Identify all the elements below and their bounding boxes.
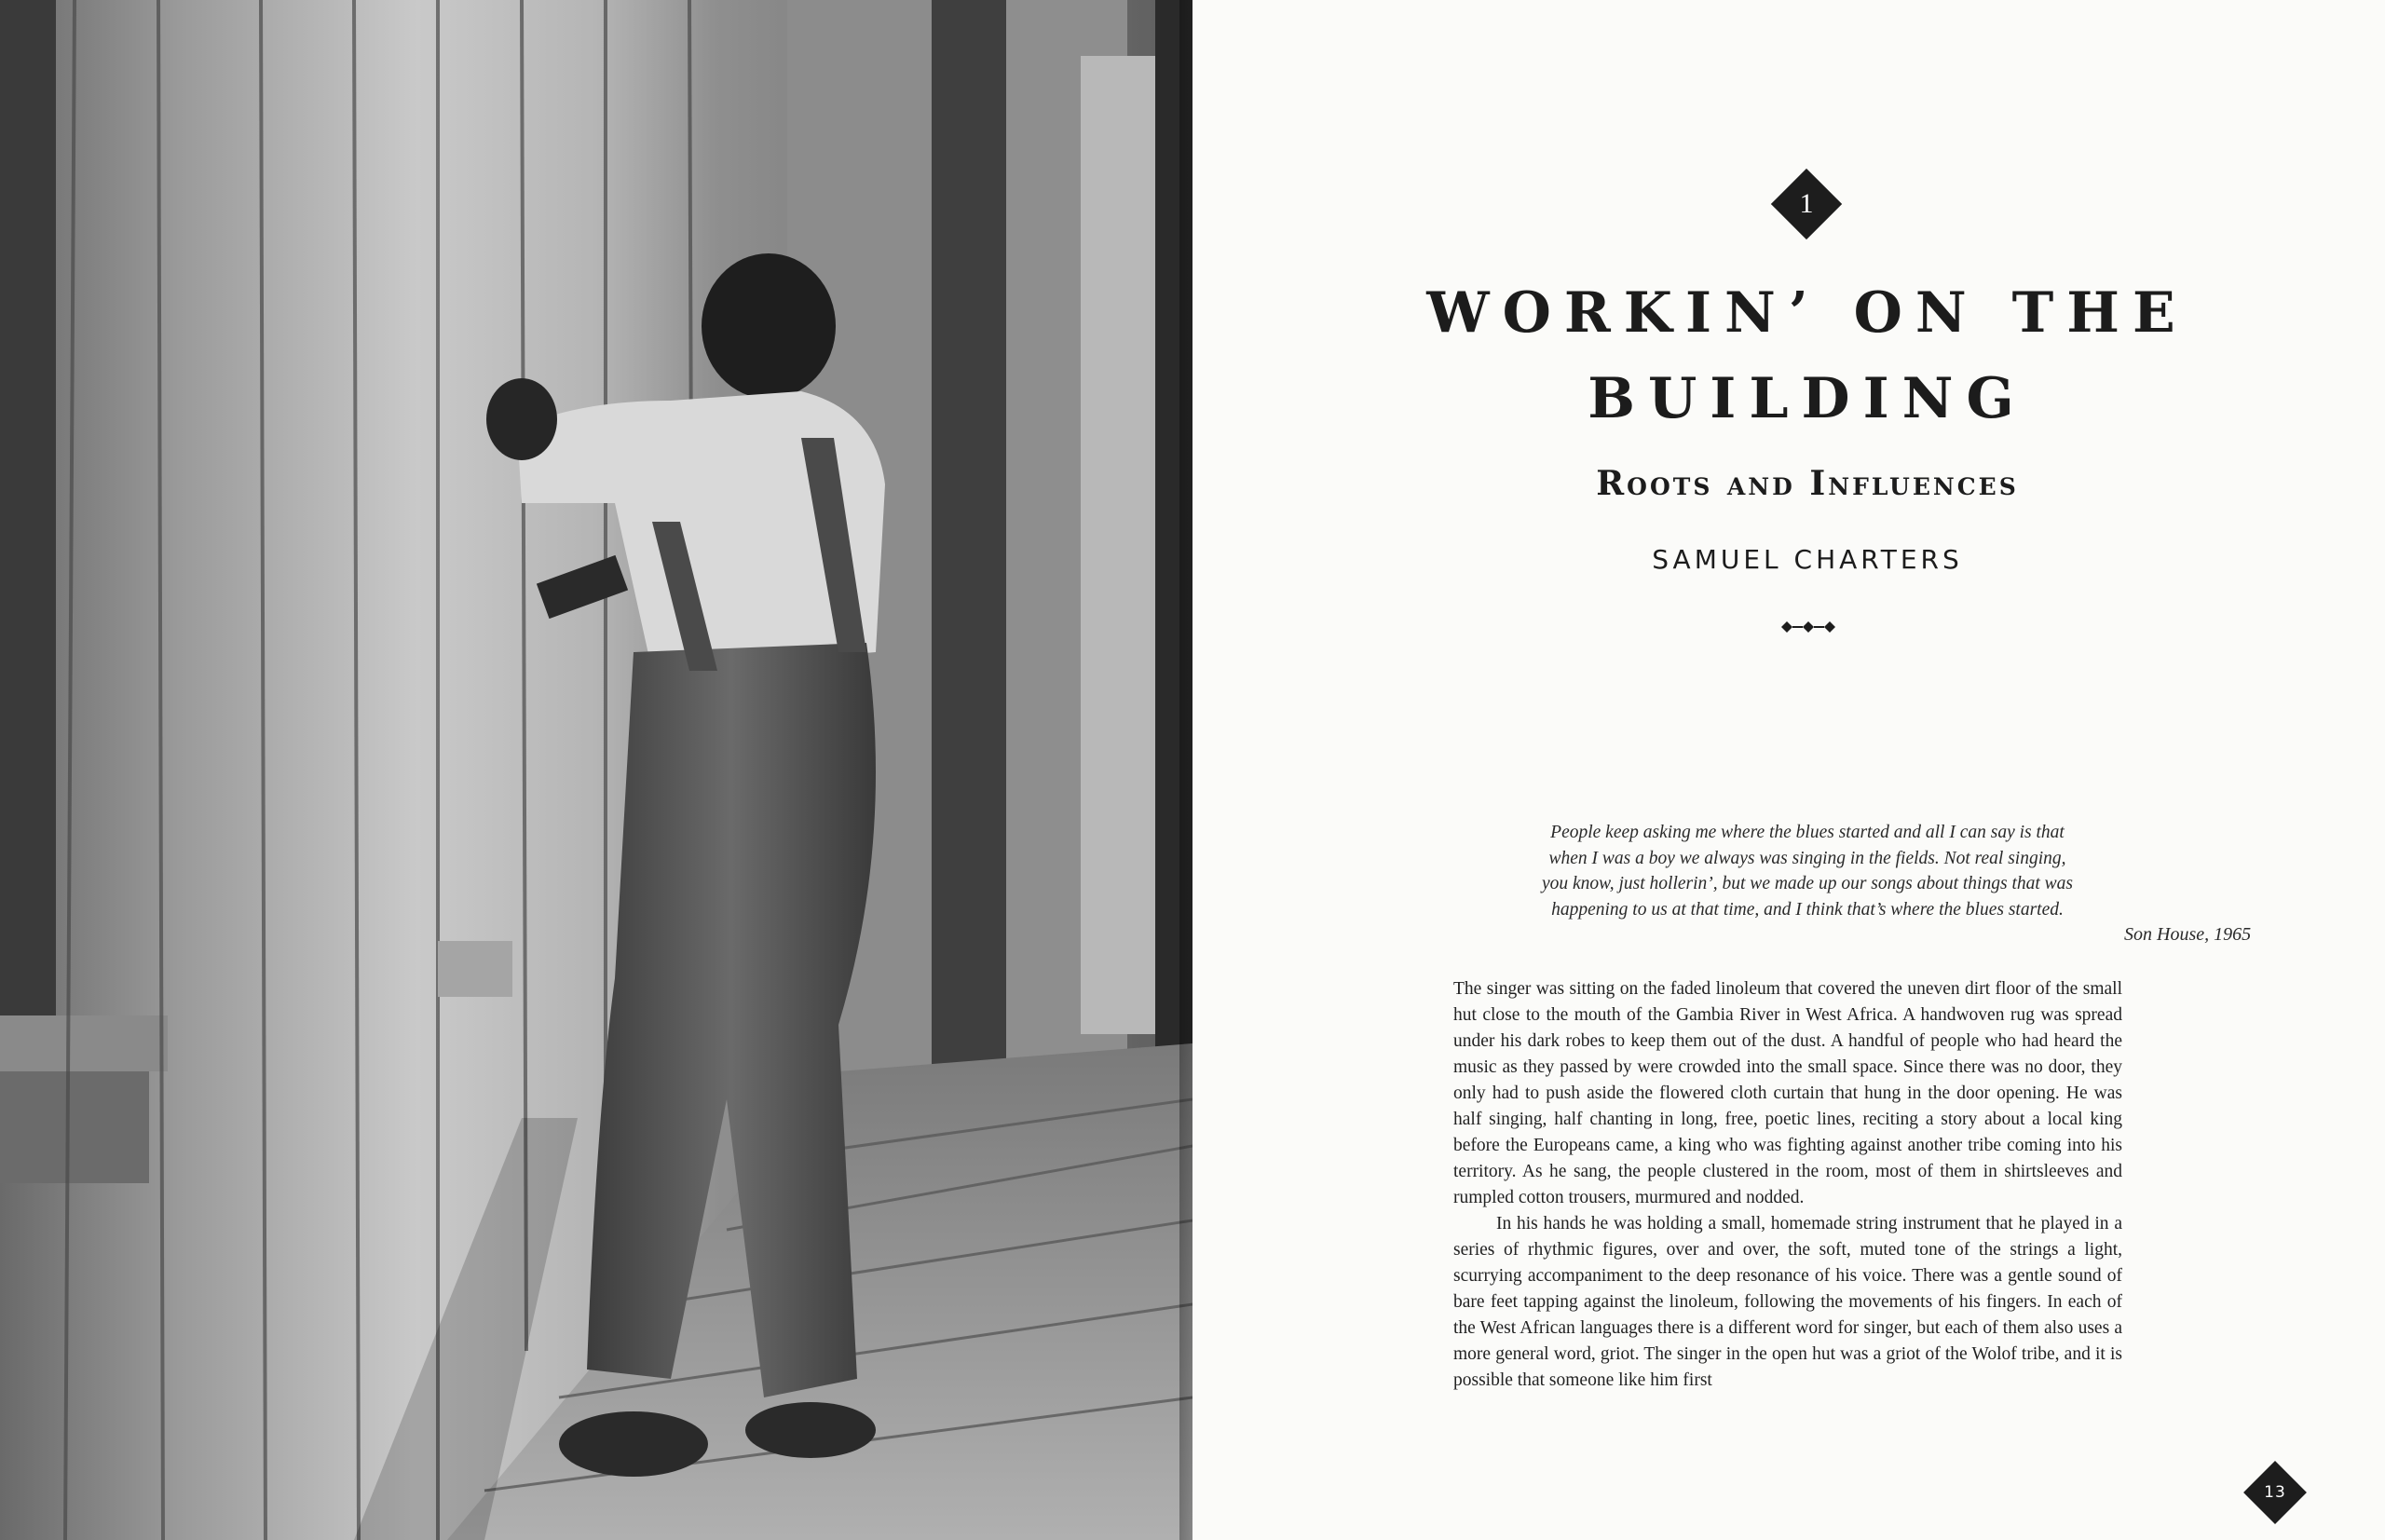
page-number-badge: [2243, 1461, 2307, 1524]
chapter-title: WORKIN’ ON THE BUILDING: [1426, 280, 2188, 431]
epigraph-line: when I was a boy we always was singing in the fields. Not real singing,: [1548, 848, 2066, 868]
text-page: [1192, 0, 2385, 1540]
body-paragraph: In his hands he was holding a small, homemade string instrument that he played in a series of rhythmic figures, over and over, the soft, muted tone of the strings a light, scurrying accompaniment to the deep resonance of his voice. There was a gentle sound of bare feet tapping against the linoleum, following the movements of his fingers. In each of the West African languages there is a different word for singer, but each of them also uses a more general word, griot. The singer in the open hut was a griot of the Wolof tribe, and it is possible that someone like him first: [1453, 1214, 2122, 1390]
epigraph-attribution: Son House, 1965: [2124, 924, 2252, 945]
ornament-diamonds-icon: [1776, 619, 1841, 635]
epigraph-line: happening to us at that time, and I think that’s where the blues started.: [1551, 899, 2064, 920]
chapter-author: SAMUEL CHARTERS: [1652, 544, 1963, 575]
body-text: [1453, 976, 2122, 1394]
body-paragraph: The singer was sitting on the faded linoleum that covered the uneven dirt floor of the small hut close to the mouth of the Gambia River in West Africa. A handwoven rug was spread under his dark robes to keep them out of the dust. A handful of people who had heard the music as they passed by were crowded into the small space. Since there was no door, they only had to push aside the flowered cloth curtain that hung in the door opening. He was half singing, half chanting in long, free, poetic lines, reciting a story about a local king before the Europeans came, a king who was fighting against another tribe coming into his territory. As he sang, the people clustered in the room, most of them in shirtsleeves and rumpled cotton trousers, murmured and nodded.: [1453, 979, 2122, 1207]
photograph-page: [0, 0, 1192, 1540]
chapter-number: 1: [1799, 188, 1814, 219]
epigraph-line: People keep asking me where the blues started and all I can say is that: [1550, 823, 2065, 842]
chapter-number-badge: [1770, 168, 1843, 240]
epigraph-line: you know, just hollerin’, but we made up our songs about things that was: [1541, 874, 2073, 893]
photograph: [0, 0, 1192, 1540]
epigraph: [1509, 820, 2106, 922]
page-number: 13: [2264, 1483, 2286, 1502]
chapter-subtitle: Roots and Influences: [1596, 464, 2019, 503]
